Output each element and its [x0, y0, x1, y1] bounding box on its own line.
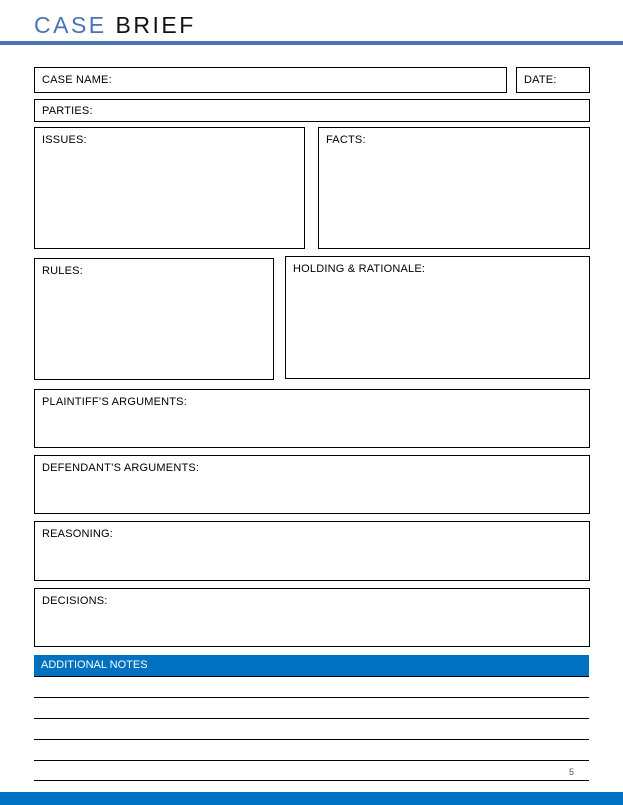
facts-field[interactable]	[318, 127, 590, 249]
plaintiff-arguments-field[interactable]	[34, 389, 590, 448]
issues-field[interactable]	[34, 127, 305, 249]
case-name-label: CASE NAME:	[42, 74, 112, 86]
page-title	[34, 10, 196, 40]
parties-field[interactable]	[34, 99, 590, 122]
holding-rationale-field[interactable]	[285, 256, 590, 379]
additional-notes-label: ADDITIONAL NOTES	[41, 659, 148, 671]
issues-label: ISSUES:	[42, 134, 87, 146]
parties-label: PARTIES:	[42, 105, 93, 117]
date-field[interactable]	[516, 67, 590, 93]
decisions-label: DECISIONS:	[42, 595, 108, 607]
notes-line[interactable]	[34, 676, 589, 677]
defendant-arguments-label: DEFENDANT’S ARGUMENTS:	[42, 462, 200, 474]
notes-line[interactable]	[34, 780, 589, 781]
title-brief: BRIEF	[115, 12, 196, 38]
defendant-arguments-field[interactable]	[34, 455, 590, 514]
plaintiff-arguments-label: PLAINTIFF’S ARGUMENTS:	[42, 396, 187, 408]
notes-line[interactable]	[34, 697, 589, 698]
rules-field[interactable]	[34, 258, 274, 380]
header-divider	[0, 41, 623, 45]
notes-line[interactable]	[34, 718, 589, 719]
title-case: CASE	[34, 12, 107, 38]
rules-label: RULES:	[42, 265, 83, 277]
page-number: 5	[569, 767, 575, 777]
case-name-field[interactable]	[34, 67, 507, 93]
holding-rationale-label: HOLDING & RATIONALE:	[293, 263, 426, 275]
additional-notes-header	[34, 655, 589, 676]
reasoning-label: REASONING:	[42, 528, 114, 540]
decisions-field[interactable]	[34, 588, 590, 647]
footer-bar	[0, 792, 623, 805]
facts-label: FACTS:	[326, 134, 366, 146]
date-label: DATE:	[524, 74, 557, 86]
reasoning-field[interactable]	[34, 521, 590, 581]
notes-line[interactable]	[34, 739, 589, 740]
notes-line[interactable]	[34, 760, 589, 761]
